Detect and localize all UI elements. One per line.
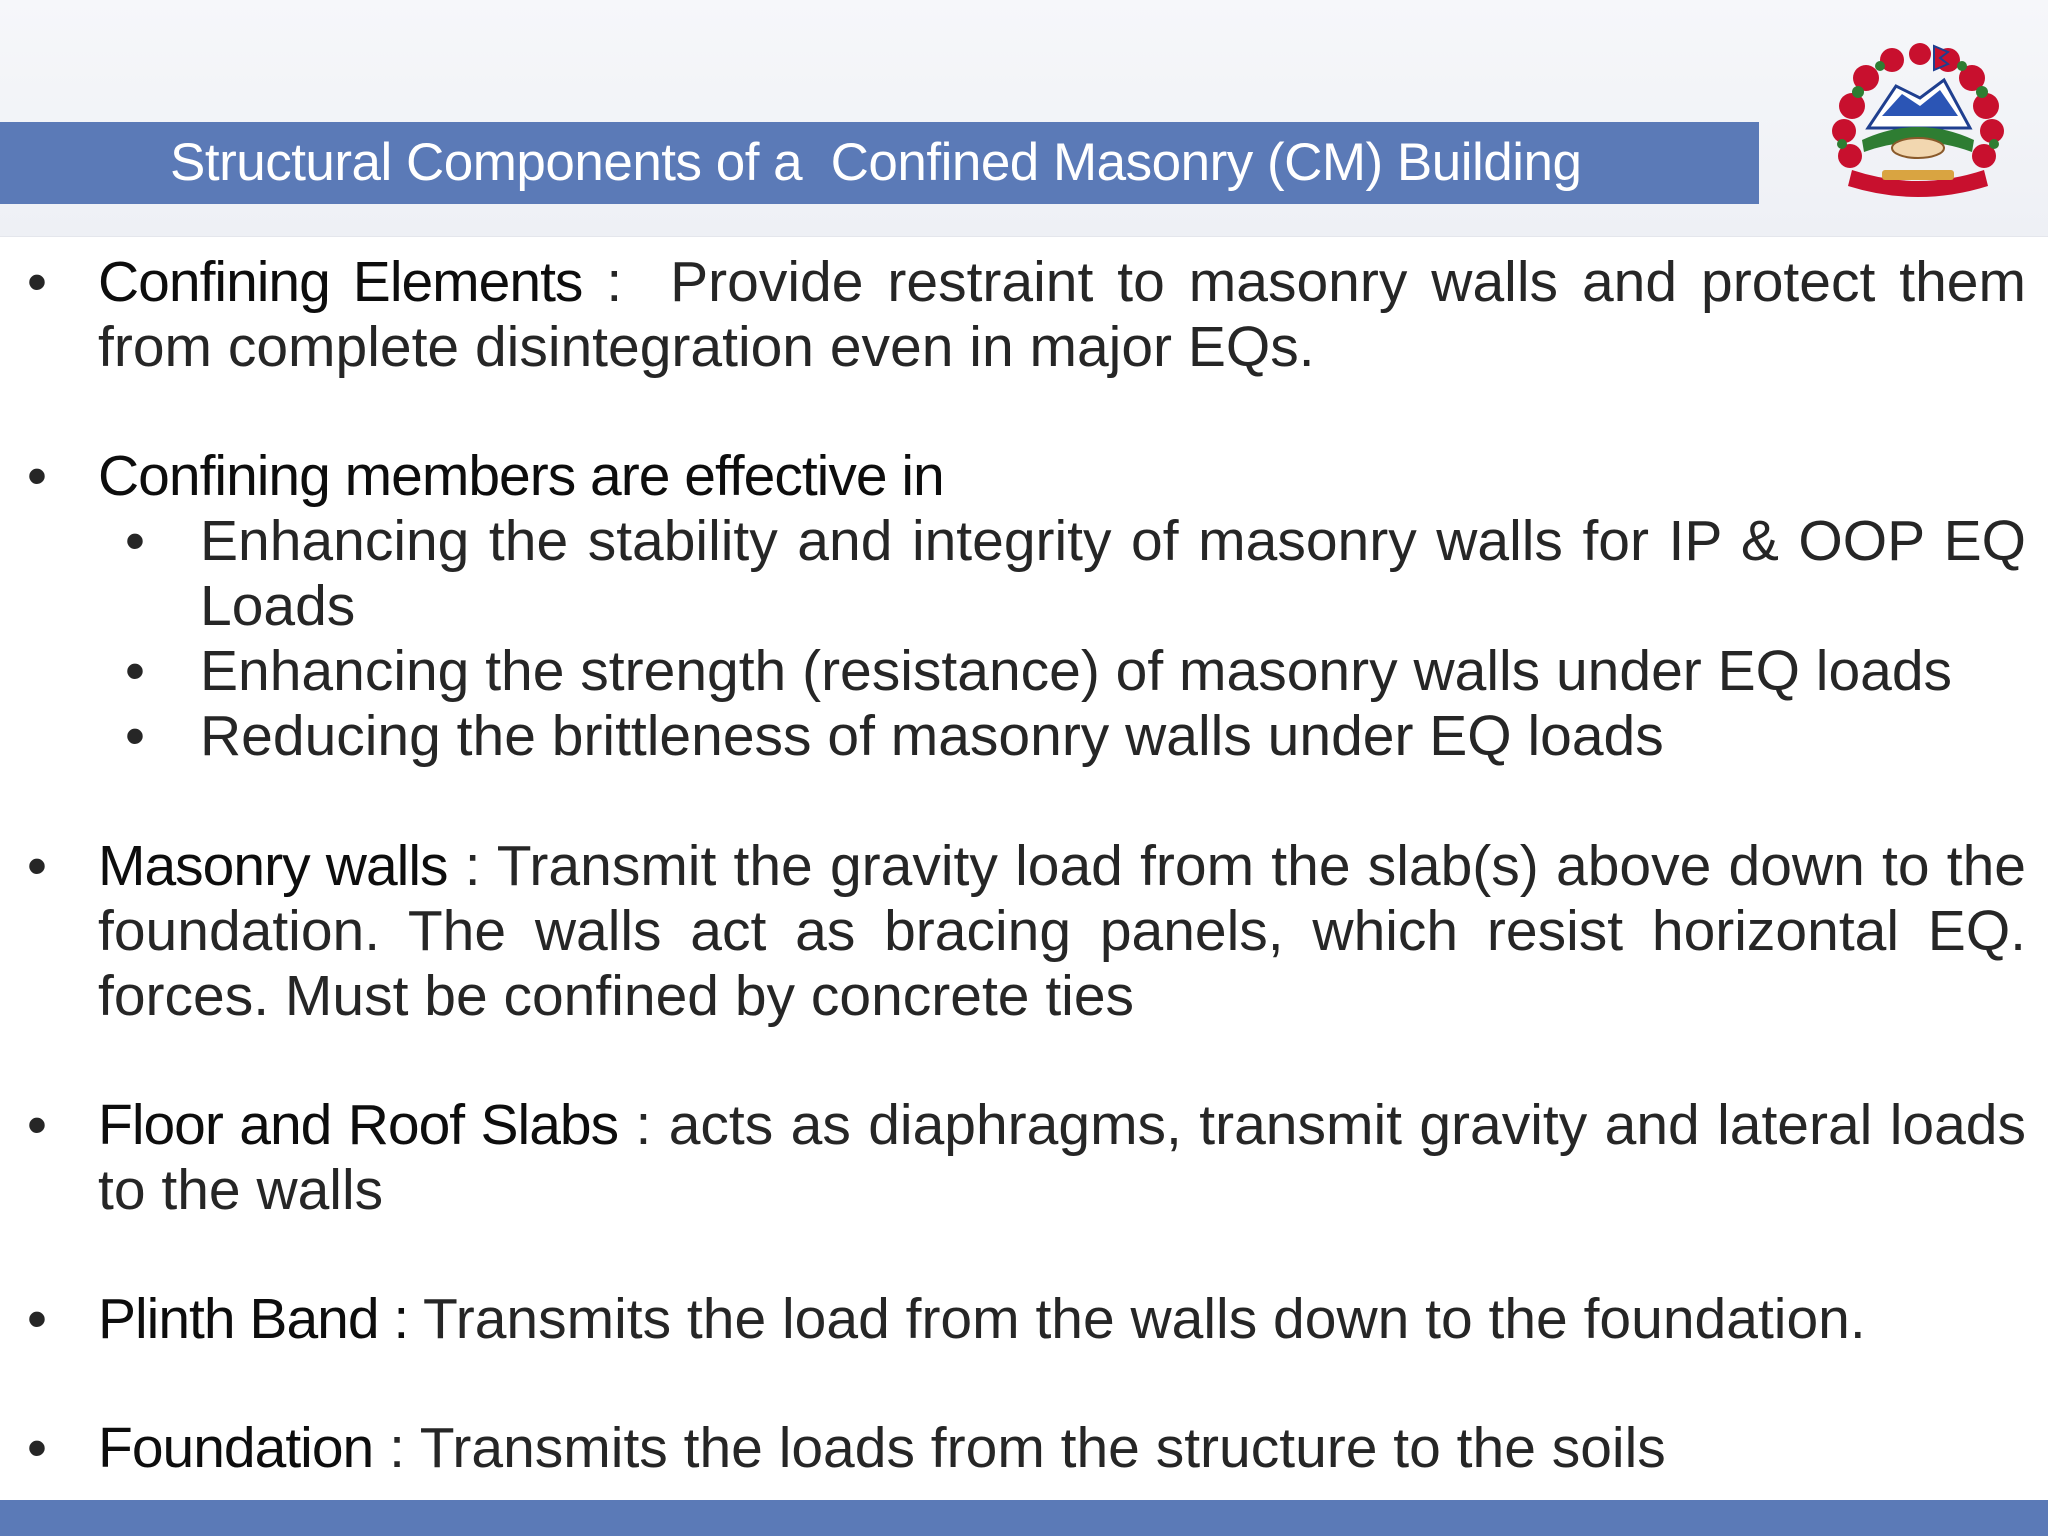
item-text: Transmits the load from the walls down to the foundation. [423,1287,1866,1351]
bullet-icon: • [27,1287,47,1351]
bullet-icon: • [27,1093,47,1157]
item-term: Confining members are effective in [98,444,944,508]
bullet-icon: • [27,834,47,898]
sub-bullet-icon: • [125,639,145,703]
bullet-icon: • [27,250,47,314]
item-term: Foundation [98,1416,374,1480]
list-item [27,1287,2026,1352]
sub-item-text: Reducing the brittleness of masonry walls under EQ loads [200,704,1664,768]
bottom-bar [0,1500,2048,1536]
item-term: Floor and Roof Slabs [98,1093,619,1157]
list-item [27,1416,2026,1481]
sub-bullet-icon: • [125,509,145,573]
list-item [27,1093,2026,1223]
item-separator: : [447,834,497,898]
item-separator: : [582,250,671,314]
sub-list-item [125,509,2026,639]
bullet-icon: • [27,444,47,508]
slide-title: Structural Components of a Confined Masonry (CM) Building [170,133,1582,192]
sub-list-item [125,639,2026,704]
sub-item-text: Enhancing the strength (resistance) of masonry walls under EQ loads [200,639,1953,703]
list-item [27,834,2026,1029]
government-emblem-icon [1822,36,2006,204]
item-term: Masonry walls [98,834,448,898]
item-text: Transmit the gravity load from the slab(s) above down to the foundation. The walls act as bracing panels, which resist horizontal EQ. forces. Must be confined by concrete ties [98,834,2026,1028]
item-term: Plinth Band : [98,1287,409,1351]
sub-bullet-icon: • [125,704,145,768]
item-separator: : [373,1416,420,1480]
item-text: Transmits the loads from the structure to the soils [419,1416,1666,1480]
item-term: Confining Elements [98,250,583,314]
sub-item-text: Enhancing the stability and integrity of masonry walls for IP & OOP EQ Loads [200,509,2026,638]
bullet-icon: • [27,1416,47,1480]
list-item [27,444,2026,509]
item-separator: : [618,1093,669,1157]
sub-list-item [125,704,2026,769]
item-text: acts as diaphragms, transmit gravity and lateral loads to the walls [98,1093,2026,1222]
item-text: Provide restraint to masonry walls and protect them from complete disintegration even in major EQs. [98,250,2026,379]
title-bar [0,122,1759,204]
list-item [27,250,2026,380]
item-separator [408,1287,423,1351]
